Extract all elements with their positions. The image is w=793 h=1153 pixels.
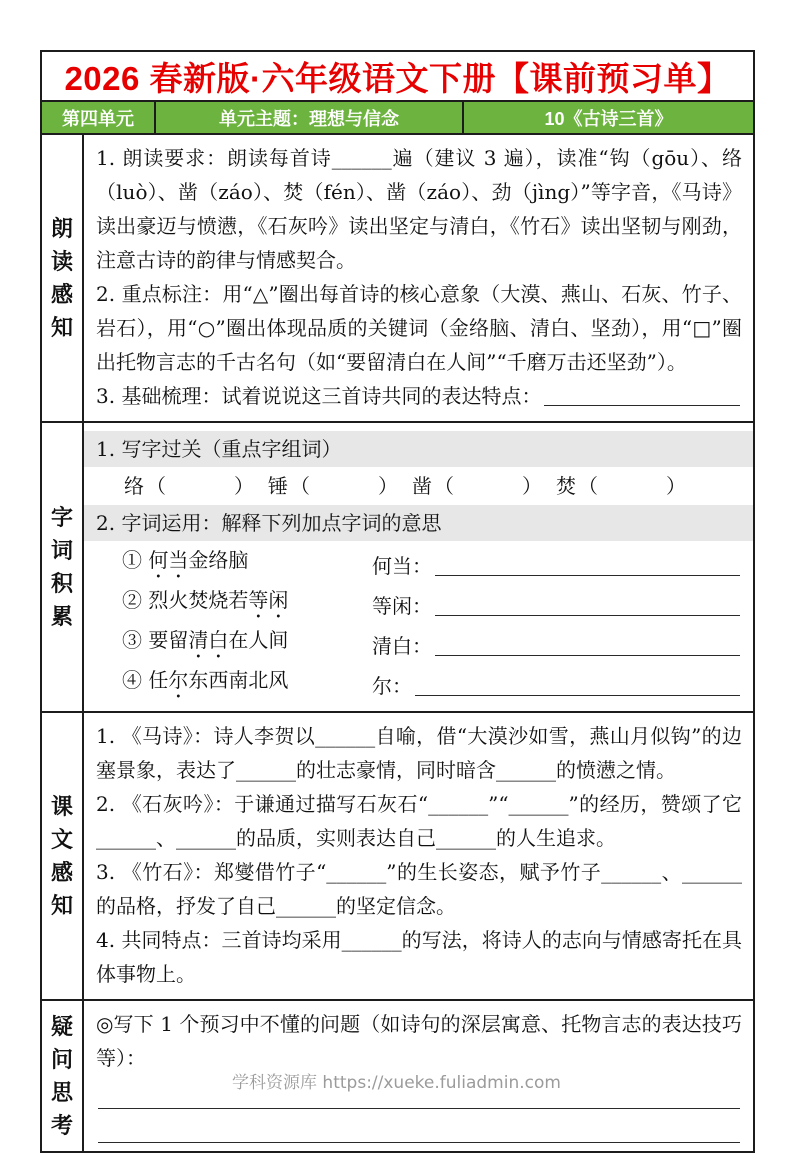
text-item-1: 1. 《马诗》：诗人李贺以______自喻，借“大漠沙如雪，燕山月似钩”的边塞景象，表达了______的壮志豪情，同时暗含______的愤懑之情。	[96, 724, 742, 782]
word-term: 尔：	[372, 674, 412, 698]
emphasized-word: 等闲	[248, 588, 289, 612]
unit-header	[42, 102, 753, 135]
text-item-4: 4. 共同特点：三首诗均采用______的写法，将诗人的志向与情感寄托在具体事物上。	[96, 928, 742, 986]
emphasized-word: 清白	[188, 628, 229, 652]
word-item-4	[96, 663, 742, 703]
text-item-2: 2. 《石灰吟》：于谦通过描写石灰石“______”“______”的经历，赞颂了它______、______的品质，实则表达自己______的人生追求。	[96, 792, 742, 850]
answer-line	[98, 1109, 740, 1143]
word-term: 何当：	[372, 554, 432, 578]
question-prompt: ◎写下 1 个预习中不懂的问题（如诗句的深层寓意、托物言志的表达技巧等）：	[96, 1012, 742, 1070]
vocab-heading-1: 1. 写字过关（重点字组词）	[84, 431, 753, 467]
fill-in-blank	[435, 594, 740, 616]
section-content	[84, 135, 753, 421]
word-term: 等闲：	[372, 594, 432, 618]
character-practice-line: 络（ ） 锤（ ） 凿（ ） 焚（ ）	[124, 474, 688, 498]
section-text-comprehension	[42, 713, 753, 1001]
word-phrase: ② 烈火焚烧若等闲	[122, 588, 289, 612]
section-reading-perception	[42, 135, 753, 423]
page-title: 2026 春新版·六年级语文下册【课前预习单】	[64, 59, 731, 97]
lesson-title: 10《古诗三首》	[544, 108, 673, 129]
section-vocabulary	[42, 423, 753, 713]
section-label: 课文感知	[50, 794, 73, 918]
fill-in-blank	[415, 674, 740, 696]
reading-item-3	[96, 379, 742, 413]
reading-item-3-text: 3. 基础梳理：试着说说这三首诗共同的表达特点：	[96, 384, 542, 408]
section-content	[84, 713, 753, 999]
title-row	[42, 52, 753, 102]
fill-in-blank	[435, 554, 740, 576]
section-label: 朗读感知	[50, 216, 73, 340]
word-phrase: ③ 要留清白在人间	[122, 628, 289, 652]
reading-item-2: 2. 重点标注：用“△”圈出每首诗的核心意象（大漠、燕山、石灰、竹子、岩石），用“○”圈出体现品质的关键词（金络脑、清白、坚劲），用“□”圈出托物言志的千古名句（如“要留清白在人间”“千磨万击还坚劲”）。	[96, 282, 742, 374]
worksheet	[40, 50, 755, 1153]
section-label-cell	[42, 423, 84, 711]
word-item-2	[96, 583, 742, 623]
section-content	[84, 423, 753, 711]
footer-watermark: 学科资源库 https://xueke.fuliadmin.com	[232, 1073, 561, 1093]
reading-item-1: 1. 朗读要求：朗读每首诗______遍（建议 3 遍），读准“钩（gōu）、络（luò）、凿（záo）、焚（fén）、凿（záo）、劲（jìng）”等字音，《马诗》读出豪迈与愤懑，《石灰吟》读出坚定与清白，《竹石》读出坚韧与刚劲，注意古诗的韵律与情感契合。	[96, 146, 742, 272]
section-label-cell	[42, 135, 84, 421]
unit-theme: 单元主题：理想与信念	[154, 102, 464, 133]
vocab-heading-2: 2. 字词运用：解释下列加点字词的意思	[84, 505, 753, 541]
word-term: 清白：	[372, 634, 432, 658]
emphasized-word: 何当	[148, 548, 189, 572]
fill-in-blank	[435, 634, 740, 656]
unit-number: 第四单元	[62, 108, 134, 129]
word-phrase: ④ 任尔东西南北风	[122, 668, 289, 692]
word-item-1	[96, 543, 742, 583]
word-item-3	[96, 623, 742, 663]
fill-in-blank	[544, 384, 740, 406]
word-phrase: ① 何当金络脑	[122, 548, 249, 572]
section-label: 疑问思考	[50, 1014, 73, 1138]
text-item-3: 3. 《竹石》：郑燮借竹子“______”的生长姿态，赋予竹子______、______的品格，抒发了自己______的坚定信念。	[96, 860, 742, 918]
section-label-cell	[42, 713, 84, 999]
section-label: 字词积累	[50, 505, 73, 629]
emphasized-word: 尔	[168, 668, 189, 692]
